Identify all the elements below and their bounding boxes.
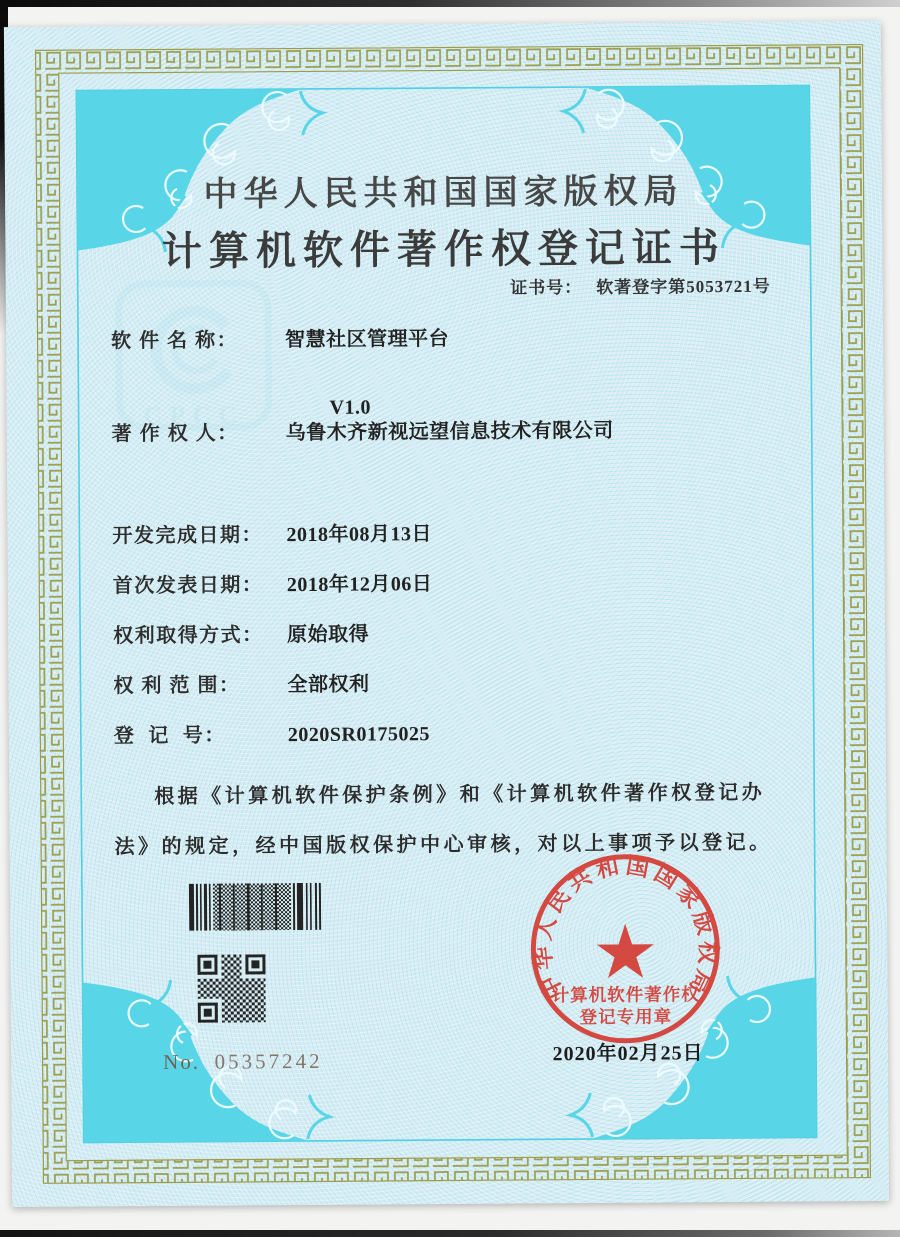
- field-label: 权 利 范 围：: [113, 674, 241, 698]
- field-row: [112, 414, 614, 452]
- certificate-title: 计算机软件著作权登记证书: [161, 225, 727, 274]
- issue-date: 2020年02月25日: [552, 1042, 704, 1066]
- rights-acquisition-method: 原始取得: [287, 623, 370, 647]
- rights-scope: 全部权利: [287, 673, 370, 697]
- serial-prefix: No.: [163, 1049, 201, 1074]
- qr-code: [197, 954, 265, 1022]
- field-label: 登 记 号：: [113, 724, 226, 748]
- registration-number: 2020SR0175025: [287, 723, 430, 747]
- field-value: [285, 322, 450, 425]
- software-version: V1.0: [329, 396, 372, 419]
- certificate-number-value: 软著登字第5053721号: [596, 276, 771, 297]
- field-label: 开发完成日期：: [112, 524, 264, 548]
- registration-statement: 根据《计算机软件保护条例》和《计算机软件著作权登记办法》的规定，经中国版权保护中心审核，对以上事项予以登记。: [114, 781, 773, 859]
- seal-line2: 登记专用章: [579, 1006, 673, 1028]
- certificate-number-line: [510, 272, 771, 299]
- official-seal: [525, 848, 726, 1049]
- certificate-page: [4, 21, 889, 1207]
- seal-arc-text: 中华人民共和国国家版权局: [528, 851, 723, 1004]
- field-row: [113, 618, 369, 654]
- field-label: 首次发表日期：: [112, 574, 264, 598]
- barcode: [189, 883, 321, 931]
- first-publication-date: 2018年12月06日: [286, 573, 433, 597]
- field-label: 著 作 权 人：: [111, 422, 239, 446]
- development-completed-date: 2018年08月13日: [286, 523, 433, 547]
- software-name: 智慧社区管理平台: [285, 327, 450, 352]
- field-row: [111, 322, 450, 426]
- copyright-owner: 乌鲁木齐新视远望信息技术有限公司: [285, 419, 614, 445]
- field-row: [114, 717, 430, 753]
- field-row: [113, 567, 433, 603]
- serial-number: 05357242: [214, 1048, 323, 1074]
- field-row: [113, 668, 369, 704]
- seal-star-icon: [597, 924, 654, 979]
- cpcc-watermark-text: CPCC: [143, 401, 245, 430]
- seal-line1: 计算机软件著作权: [551, 984, 700, 1006]
- scan-edge-top: [0, 0, 900, 7]
- field-row: [112, 517, 432, 553]
- issuing-authority: 中华人民共和国国家版权局: [203, 173, 684, 214]
- scan-edge-bottom: [0, 1230, 900, 1237]
- serial-number-line: [163, 1049, 323, 1075]
- certificate-number-label: 证书号：: [510, 278, 583, 298]
- field-label: 软 件 名 称：: [111, 329, 239, 353]
- field-label: 权利取得方式：: [113, 624, 264, 648]
